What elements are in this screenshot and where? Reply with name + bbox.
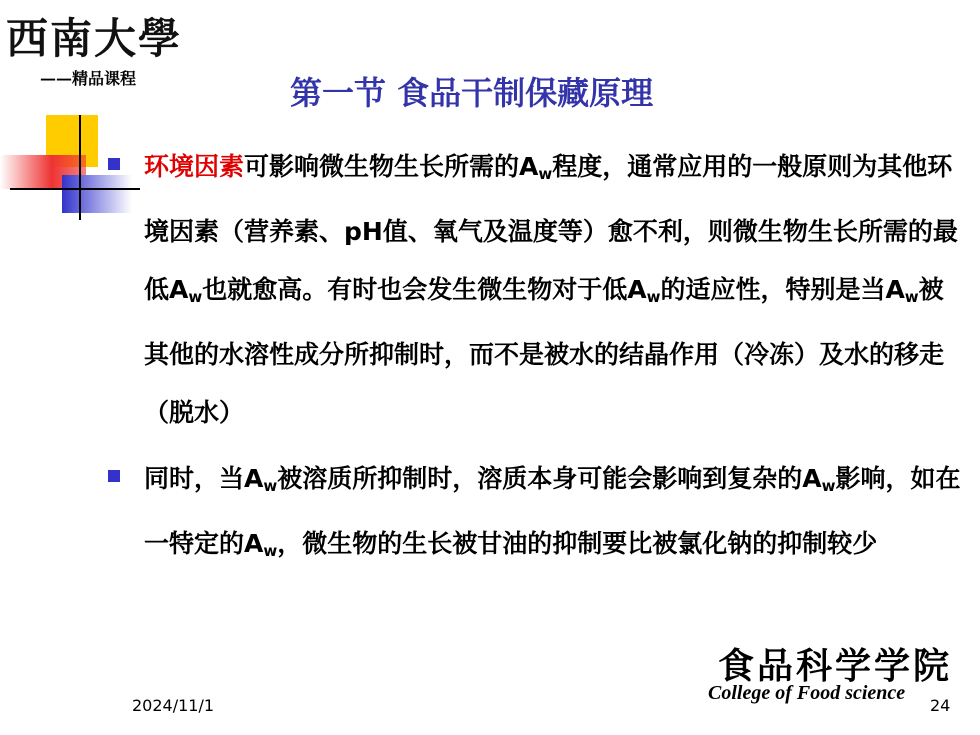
text-run: 的适应性，特别是当A [660,275,905,304]
slide-title: 第一节 食品干制保藏原理 [290,74,654,112]
text-run: 可影响微生物生长所需的A [244,152,539,181]
bullet-paragraph-1 [104,138,964,442]
subscript-w: w [538,165,553,183]
subscript-w: w [904,288,919,306]
subscript-w: w [188,288,203,306]
highlight-text: 环境因素 [144,152,245,181]
bullet-marker [108,470,120,482]
college-logo-en: College of Food science [708,682,906,704]
college-logo-cn: 食品科学学院 [718,645,953,687]
slide-content [104,138,964,580]
subscript-w: w [263,477,278,495]
text-run: 也就愈高。有时也会发生微生物对于低A [202,275,647,304]
text-run: 同时，当A [144,464,264,493]
subscript-w: w [646,288,661,306]
subscript-w: w [263,542,278,560]
text-run: 被溶质所抑制时，溶质本身可能会影响到复杂的A [277,464,822,493]
subscript-w: w [821,477,836,495]
text-run: 程度，通常应用的一般原则为其他环境因素（营养素、pH值、氧气及温度等）愈不利，则微生物生长所需的最低A [144,152,958,304]
course-tagline: ——精品课程 [40,69,137,88]
text-run: 影响，如在一特定的A [144,464,961,558]
footer-date: 2024/11/1 [132,696,215,715]
bullet-paragraph-2 [104,450,964,580]
text-run: ，微生物的生长被甘油的抑制要比被氯化钠的抑制较少 [277,529,878,558]
university-logo: 西南大學 [6,14,183,63]
page-number: 24 [930,696,951,715]
bullet-marker [108,158,120,170]
text-run: 被其他的水溶性成分所抑制时，而不是被水的结晶作用（冷冻）及水的移走（脱水） [144,275,945,427]
